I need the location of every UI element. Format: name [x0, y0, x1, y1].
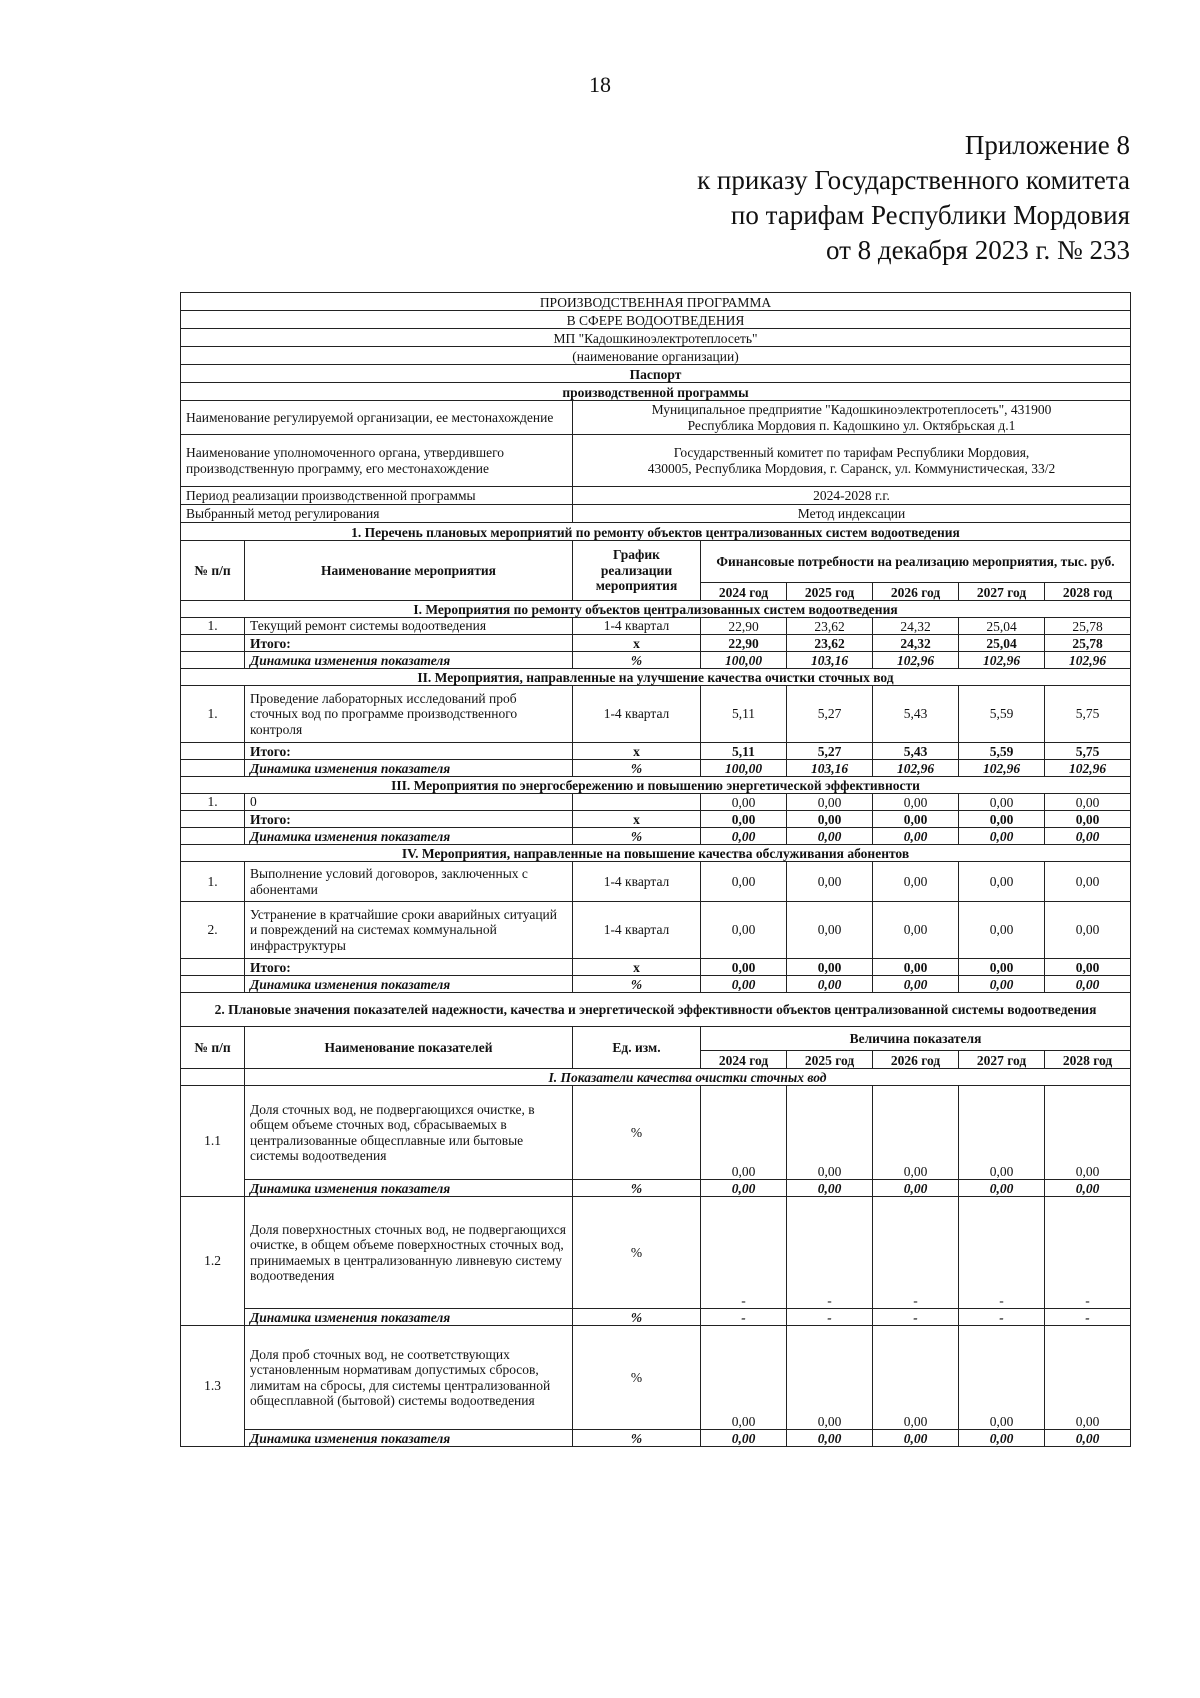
total-value: 25,78 — [1045, 635, 1131, 652]
item-number: 1. — [181, 618, 245, 635]
dynamics-value: 100,00 — [701, 760, 787, 777]
empty-cell — [181, 811, 245, 828]
column-header-row — [181, 1027, 1131, 1051]
dynamics-label: Динамика изменения показателя — [245, 828, 573, 845]
item-value: 5,11 — [701, 686, 787, 743]
dynamics-row — [181, 1180, 1131, 1197]
appendix-line-1: Приложение 8 — [964, 130, 1130, 160]
dynamics-unit: % — [573, 1180, 701, 1197]
appendix-block — [697, 128, 1130, 268]
group-title-row — [181, 601, 1131, 618]
total-unit: х — [573, 811, 701, 828]
item-schedule: 1-4 квартал — [573, 686, 701, 743]
total-value: 5,27 — [787, 743, 873, 760]
total-label: Итого: — [245, 959, 573, 976]
total-label: Итого: — [245, 635, 573, 652]
item-value: 0,00 — [701, 902, 787, 959]
item-value: 0,00 — [701, 794, 787, 811]
indicator-row — [181, 1086, 1131, 1180]
column-header-num: № п/п — [181, 1027, 245, 1069]
dynamics-unit: % — [573, 760, 701, 777]
item-value: 0,00 — [873, 794, 959, 811]
item-schedule: 1-4 квартал — [573, 618, 701, 635]
passport-value-line: Государственный комитет по тарифам Республики Мордовия, — [673, 445, 1030, 460]
column-header-year: 2028 год — [1045, 583, 1131, 601]
dynamics-label: Динамика изменения показателя — [245, 652, 573, 669]
item-value: 25,78 — [1045, 618, 1131, 635]
passport-label: Период реализации производственной программы — [181, 487, 573, 505]
indicator-value: 0,00 — [787, 1326, 873, 1430]
item-name: Текущий ремонт системы водоотведения — [245, 618, 573, 635]
indicator-name: Доля поверхностных сточных вод, не подвергающихся очистке, в общем объеме поверхностных сточных вод, принимаемых в централизованную ливневую систему водоотведения — [245, 1197, 573, 1309]
item-name: Устранение в кратчайшие сроки аварийных ситуаций и повреждений на системах коммунальной инфраструктуры — [245, 902, 573, 959]
passport-value-line: 430005, Республика Мордовия, г. Саранск, ул. Коммунистическая, 33/2 — [647, 460, 1056, 476]
indicator-unit: % — [573, 1197, 701, 1309]
dynamics-value: 102,96 — [959, 760, 1045, 777]
dynamics-value: - — [873, 1309, 959, 1326]
total-value: 0,00 — [1045, 811, 1131, 828]
group-title: IV. Мероприятия, направленные на повышение качества обслуживания абонентов — [181, 845, 1131, 862]
dynamics-value: 103,16 — [787, 760, 873, 777]
column-header-year: 2024 год — [701, 1051, 787, 1069]
indicator-unit: % — [573, 1326, 701, 1430]
item-value: 0,00 — [873, 862, 959, 902]
group-title-row — [181, 1069, 1131, 1086]
indicator-name: Доля сточных вод, не подвергающихся очистке, в общем объеме сточных вод, сбрасываемых в централизованные общесплавные или бытовые системы водоотведения — [245, 1086, 573, 1180]
dynamics-value: 0,00 — [959, 976, 1045, 993]
column-header-row — [181, 541, 1131, 583]
dynamics-label: Динамика изменения показателя — [245, 976, 573, 993]
indicator-value: 0,00 — [1045, 1086, 1131, 1180]
column-header-name: Наименование мероприятия — [245, 541, 573, 601]
item-value: 0,00 — [1045, 902, 1131, 959]
item-value: 22,90 — [701, 618, 787, 635]
item-value: 0,00 — [1045, 794, 1131, 811]
table-row — [181, 686, 1131, 743]
dynamics-unit: % — [573, 1430, 701, 1447]
section-2-title: 2. Плановые значения показателей надежности, качества и энергетической эффективности объектов централизованной системы водоотведения — [181, 993, 1131, 1027]
total-unit: х — [573, 959, 701, 976]
empty-cell — [181, 743, 245, 760]
appendix-line-4: от 8 декабря 2023 г. № 233 — [825, 235, 1130, 265]
column-header-year: 2027 год — [959, 1051, 1045, 1069]
dynamics-value: 0,00 — [1045, 976, 1131, 993]
appendix-line-2: к приказу Государственного комитета — [697, 165, 1130, 195]
passport-row — [181, 435, 1131, 487]
passport-label: Выбранный метод регулирования — [181, 505, 573, 523]
indicator-row — [181, 1197, 1131, 1309]
indicator-name: Доля проб сточных вод, не соответствующих установленным нормативам допустимых сбросов, лимитам на сбросы, для системы централизованной общесплавной (бытовой) системы водоотведения — [245, 1326, 573, 1430]
total-unit: х — [573, 635, 701, 652]
column-header-year: 2025 год — [787, 583, 873, 601]
table-row — [181, 794, 1131, 811]
total-value: 0,00 — [873, 811, 959, 828]
dynamics-value: - — [787, 1309, 873, 1326]
indicator-value: 0,00 — [701, 1326, 787, 1430]
title-row — [181, 383, 1131, 401]
total-value: 22,90 — [701, 635, 787, 652]
column-header-year: 2026 год — [873, 583, 959, 601]
dynamics-value: 100,00 — [701, 652, 787, 669]
passport-value-line: Республика Мордовия п. Кадошкино ул. Октябрьская д.1 — [687, 417, 1016, 433]
item-value: 5,43 — [873, 686, 959, 743]
dynamics-row — [181, 828, 1131, 845]
dynamics-value: 0,00 — [787, 1180, 873, 1197]
indicator-value: 0,00 — [701, 1086, 787, 1180]
dynamics-value: - — [1045, 1309, 1131, 1326]
column-header-num: № п/п — [181, 541, 245, 601]
empty-cell — [181, 1069, 245, 1086]
item-schedule — [573, 794, 701, 811]
item-value: 0,00 — [959, 902, 1045, 959]
column-header-year: 2026 год — [873, 1051, 959, 1069]
total-label: Итого: — [245, 811, 573, 828]
total-value: 5,75 — [1045, 743, 1131, 760]
section-1-title: 1. Перечень плановых мероприятий по ремонту объектов централизованных систем водоотведения — [181, 523, 1131, 541]
column-header-schedule: График реализации мероприятия — [573, 541, 701, 601]
passport-value — [573, 435, 1131, 487]
item-schedule: 1-4 квартал — [573, 902, 701, 959]
total-row — [181, 811, 1131, 828]
appendix-line-3: по тарифам Республики Мордовия — [730, 200, 1130, 230]
dynamics-row — [181, 1309, 1131, 1326]
item-value: 0,00 — [787, 902, 873, 959]
indicator-value: - — [873, 1197, 959, 1309]
dynamics-value: 0,00 — [787, 828, 873, 845]
item-name: Выполнение условий договоров, заключенных с абонентами — [245, 862, 573, 902]
total-unit: х — [573, 743, 701, 760]
column-header-name: Наименование показателей — [245, 1027, 573, 1069]
dynamics-value: 0,00 — [701, 828, 787, 845]
total-row — [181, 959, 1131, 976]
dynamics-value: 0,00 — [701, 1430, 787, 1447]
page-number: 18 — [589, 72, 611, 97]
dynamics-value: 102,96 — [873, 760, 959, 777]
table-body — [181, 293, 1131, 1447]
dynamics-row — [181, 1430, 1131, 1447]
empty-cell — [181, 635, 245, 652]
empty-cell — [181, 652, 245, 669]
dynamics-row — [181, 976, 1131, 993]
dynamics-value: 102,96 — [959, 652, 1045, 669]
dynamics-unit: % — [573, 976, 701, 993]
group-title-row — [181, 777, 1131, 794]
indicator-value: 0,00 — [873, 1086, 959, 1180]
passport-value — [573, 487, 1131, 505]
dynamics-value: 0,00 — [959, 1180, 1045, 1197]
item-value: 0,00 — [873, 902, 959, 959]
dynamics-unit: % — [573, 828, 701, 845]
dynamics-value: 0,00 — [701, 976, 787, 993]
dynamics-value: 0,00 — [787, 1430, 873, 1447]
item-value: 0,00 — [959, 862, 1045, 902]
empty-cell — [181, 976, 245, 993]
column-header-finance: Финансовые потребности на реализацию мероприятия, тыс. руб. — [701, 541, 1131, 583]
column-header-year: 2027 год — [959, 583, 1045, 601]
item-value: 5,75 — [1045, 686, 1131, 743]
empty-cell — [181, 959, 245, 976]
total-row — [181, 743, 1131, 760]
program-subtitle: В СФЕРЕ ВОДООТВЕДЕНИЯ — [181, 311, 1131, 329]
item-value: 0,00 — [1045, 862, 1131, 902]
dynamics-value: 0,00 — [959, 828, 1045, 845]
item-name: Проведение лабораторных исследований проб сточных вод по программе производственного контроля — [245, 686, 573, 743]
indicator-row — [181, 1326, 1131, 1430]
total-label: Итого: — [245, 743, 573, 760]
column-header-unit: Ед. изм. — [573, 1027, 701, 1069]
title-row — [181, 293, 1131, 311]
item-value: 5,59 — [959, 686, 1045, 743]
passport-row — [181, 401, 1131, 435]
section-title-row — [181, 523, 1131, 541]
column-header-year: 2024 год — [701, 583, 787, 601]
total-value: 0,00 — [701, 811, 787, 828]
table-row — [181, 862, 1131, 902]
item-value: 0,00 — [787, 862, 873, 902]
total-value: 0,00 — [787, 959, 873, 976]
item-number: 1. — [181, 686, 245, 743]
group-title: II. Мероприятия, направленные на улучшение качества очистки сточных вод — [181, 669, 1131, 686]
total-value: 5,11 — [701, 743, 787, 760]
dynamics-value: 0,00 — [873, 1180, 959, 1197]
item-value: 23,62 — [787, 618, 873, 635]
total-value: 0,00 — [701, 959, 787, 976]
passport-label: Наименование регулируемой организации, ее местонахождение — [181, 401, 573, 435]
total-value: 25,04 — [959, 635, 1045, 652]
total-value: 23,62 — [787, 635, 873, 652]
dynamics-value: 0,00 — [1045, 1180, 1131, 1197]
dynamics-label: Динамика изменения показателя — [245, 1309, 573, 1326]
total-value: 0,00 — [873, 959, 959, 976]
dynamics-value: 0,00 — [959, 1430, 1045, 1447]
item-value: 0,00 — [701, 862, 787, 902]
production-program-table — [180, 292, 1131, 1447]
passport-value — [573, 505, 1131, 523]
passport-value-line: Муниципальное предприятие "Кадошкиноэлектротеплосеть", 431900 — [651, 402, 1052, 417]
indicator-unit: % — [573, 1086, 701, 1180]
program-title: ПРОИЗВОДСТВЕННАЯ ПРОГРАММА — [181, 293, 1131, 311]
total-row — [181, 635, 1131, 652]
organization-caption: (наименование организации) — [181, 347, 1131, 365]
passport-label: Наименование уполномоченного органа, утвердившего производственную программу, его местонахождение — [181, 435, 573, 487]
indicator-value: - — [701, 1197, 787, 1309]
item-number: 1. — [181, 794, 245, 811]
organization-name: МП "Кадошкиноэлектротеплосеть" — [181, 329, 1131, 347]
dynamics-label: Динамика изменения показателя — [245, 1430, 573, 1447]
total-value: 5,59 — [959, 743, 1045, 760]
dynamics-value: 102,96 — [1045, 760, 1131, 777]
total-value: 0,00 — [959, 811, 1045, 828]
dynamics-value: - — [701, 1309, 787, 1326]
dynamics-row — [181, 652, 1131, 669]
item-value: 5,27 — [787, 686, 873, 743]
dynamics-label: Динамика изменения показателя — [245, 760, 573, 777]
total-value: 0,00 — [1045, 959, 1131, 976]
item-value: 0,00 — [959, 794, 1045, 811]
title-row — [181, 365, 1131, 383]
dynamics-unit: % — [573, 652, 701, 669]
group-title: I. Мероприятия по ремонту объектов централизованных систем водоотведения — [181, 601, 1131, 618]
passport-value — [573, 401, 1131, 435]
indicator-value: 0,00 — [959, 1326, 1045, 1430]
column-header-value: Величина показателя — [701, 1027, 1131, 1051]
dynamics-value: - — [959, 1309, 1045, 1326]
section-title-row — [181, 993, 1131, 1027]
passport-row — [181, 487, 1131, 505]
dynamics-unit: % — [573, 1309, 701, 1326]
passport-title: Паспорт — [181, 365, 1131, 383]
indicator-value: 0,00 — [787, 1086, 873, 1180]
item-value: 24,32 — [873, 618, 959, 635]
dynamics-label: Динамика изменения показателя — [245, 1180, 573, 1197]
indicator-value: - — [787, 1197, 873, 1309]
dynamics-value: 0,00 — [873, 1430, 959, 1447]
total-value: 5,43 — [873, 743, 959, 760]
dynamics-value: 102,96 — [1045, 652, 1131, 669]
item-number: 2. — [181, 902, 245, 959]
item-value: 0,00 — [787, 794, 873, 811]
column-header-year: 2025 год — [787, 1051, 873, 1069]
column-header-year: 2028 год — [1045, 1051, 1131, 1069]
dynamics-value: 0,00 — [1045, 828, 1131, 845]
dynamics-value: 103,16 — [787, 652, 873, 669]
dynamics-row — [181, 760, 1131, 777]
dynamics-value: 0,00 — [873, 828, 959, 845]
item-number: 1. — [181, 862, 245, 902]
group-title-row — [181, 845, 1131, 862]
passport-subtitle: производственной программы — [181, 383, 1131, 401]
item-schedule: 1-4 квартал — [573, 862, 701, 902]
group-title: III. Мероприятия по энергосбережению и повышению энергетической эффективности — [181, 777, 1131, 794]
indicator-value: 0,00 — [1045, 1326, 1131, 1430]
indicator-number: 1.1 — [181, 1086, 245, 1197]
dynamics-value: 0,00 — [873, 976, 959, 993]
passport-value-line: 2024-2028 г.г. — [813, 487, 890, 503]
passport-value-line: Метод индексации — [797, 505, 906, 521]
indicator-value: - — [1045, 1197, 1131, 1309]
item-name: 0 — [245, 794, 573, 811]
title-row — [181, 329, 1131, 347]
title-row — [181, 347, 1131, 365]
total-value: 0,00 — [959, 959, 1045, 976]
dynamics-value: 102,96 — [873, 652, 959, 669]
item-value: 25,04 — [959, 618, 1045, 635]
passport-row — [181, 505, 1131, 523]
empty-cell — [181, 760, 245, 777]
total-value: 0,00 — [787, 811, 873, 828]
group-title: I. Показатели качества очистки сточных вод — [245, 1069, 1131, 1086]
empty-cell — [181, 828, 245, 845]
indicator-value: - — [959, 1197, 1045, 1309]
table-row — [181, 618, 1131, 635]
total-value: 24,32 — [873, 635, 959, 652]
indicator-number: 1.2 — [181, 1197, 245, 1326]
indicator-number: 1.3 — [181, 1326, 245, 1447]
title-row — [181, 311, 1131, 329]
dynamics-value: 0,00 — [1045, 1430, 1131, 1447]
indicator-value: 0,00 — [873, 1326, 959, 1430]
table-row — [181, 902, 1131, 959]
group-title-row — [181, 669, 1131, 686]
dynamics-value: 0,00 — [787, 976, 873, 993]
indicator-value: 0,00 — [959, 1086, 1045, 1180]
dynamics-value: 0,00 — [701, 1180, 787, 1197]
